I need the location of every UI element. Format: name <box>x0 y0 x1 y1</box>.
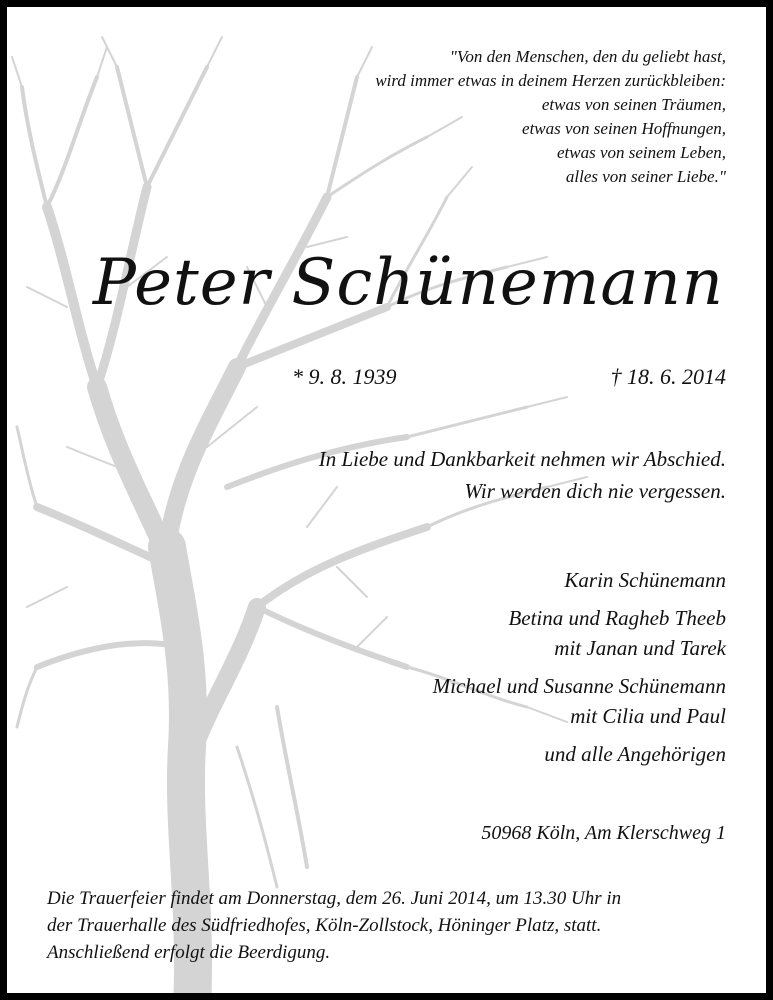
mourner-line: und alle Angehörigen <box>544 742 726 766</box>
mourner-line: mit Janan und Tarek <box>554 636 726 660</box>
mourner-line: Michael und Susanne Schünemann <box>432 674 726 698</box>
ceremony-details <box>47 885 747 966</box>
death-date: † 18. 6. 2014 <box>610 364 726 389</box>
quote-line: wird immer etwas in deinem Herzen zurückbleiben: <box>375 71 726 90</box>
mourners-list <box>433 565 726 777</box>
mourner-group <box>433 671 726 731</box>
deceased-name: Peter Schünemann <box>92 246 724 320</box>
quote-line: "Von den Menschen, den du geliebt hast, <box>449 47 726 66</box>
farewell-line: Wir werden dich nie vergessen. <box>464 479 726 503</box>
ceremony-line: Anschließend erfolgt die Beerdigung. <box>47 942 331 963</box>
quote-line: etwas von seinen Hoffnungen, <box>522 119 726 138</box>
mourner-group <box>433 739 726 769</box>
address: 50968 Köln, Am Klerschweg 1 <box>481 822 726 844</box>
birth-date: * 9. 8. 1939 <box>292 364 397 389</box>
mourner-line: Betina und Ragheb Theeb <box>508 606 726 630</box>
quote-block <box>166 45 726 189</box>
ceremony-line: der Trauerhalle des Südfriedhofes, Köln-Zollstock, Höninger Platz, statt. <box>47 915 602 936</box>
farewell-line: In Liebe und Dankbarkeit nehmen wir Abschied. <box>318 447 726 471</box>
quote-line: etwas von seinem Leben, <box>556 143 726 162</box>
quote-line: etwas von seinen Träumen, <box>541 95 726 114</box>
mourner-group <box>433 565 726 595</box>
farewell-text <box>319 443 726 507</box>
mourner-line: Karin Schünemann <box>564 568 726 592</box>
mourner-line: mit Cilia und Paul <box>570 704 726 728</box>
ceremony-line: Die Trauerfeier findet am Donnerstag, dem 26. Juni 2014, um 13.30 Uhr in <box>47 888 622 909</box>
mourner-group <box>433 603 726 663</box>
quote-line: alles von seiner Liebe." <box>565 167 726 186</box>
